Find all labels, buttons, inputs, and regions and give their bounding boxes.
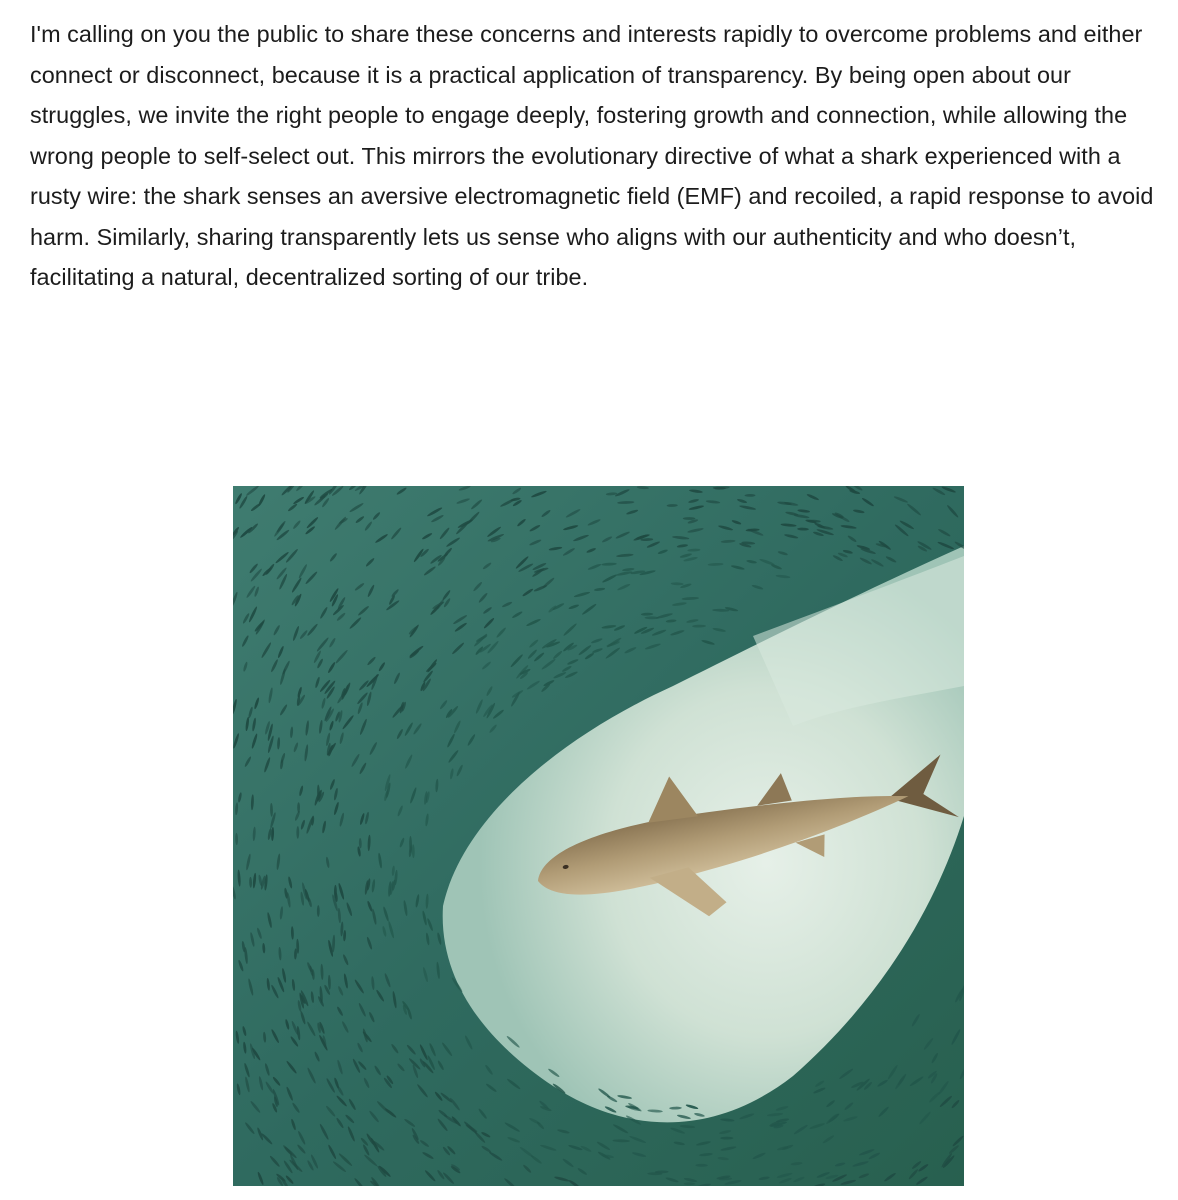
post-text: I'm calling on you the public to share these concerns and interests rapidly to overcome problems and either connect or disconnect, because it is a practical application of transparency. By being open about our struggles, we invite the right people to engage deeply, fostering growth and connection, while allowing the wrong people to self-select out. This mirrors the evolutionary directive of what a shark experienced with a rusty wire: the shark senses an aversive electromagnetic field (EMF) and recoiled, a rapid response to avoid harm. Similarly, sharing transparently lets us sense who aligns with our authenticity and who doesn’t, facilitating a natural, decentralized sorting of our tribe. — [30, 21, 1154, 290]
shark-photo — [233, 486, 964, 1186]
fish — [317, 905, 320, 917]
shark-and-fish-school-image — [233, 486, 964, 1186]
